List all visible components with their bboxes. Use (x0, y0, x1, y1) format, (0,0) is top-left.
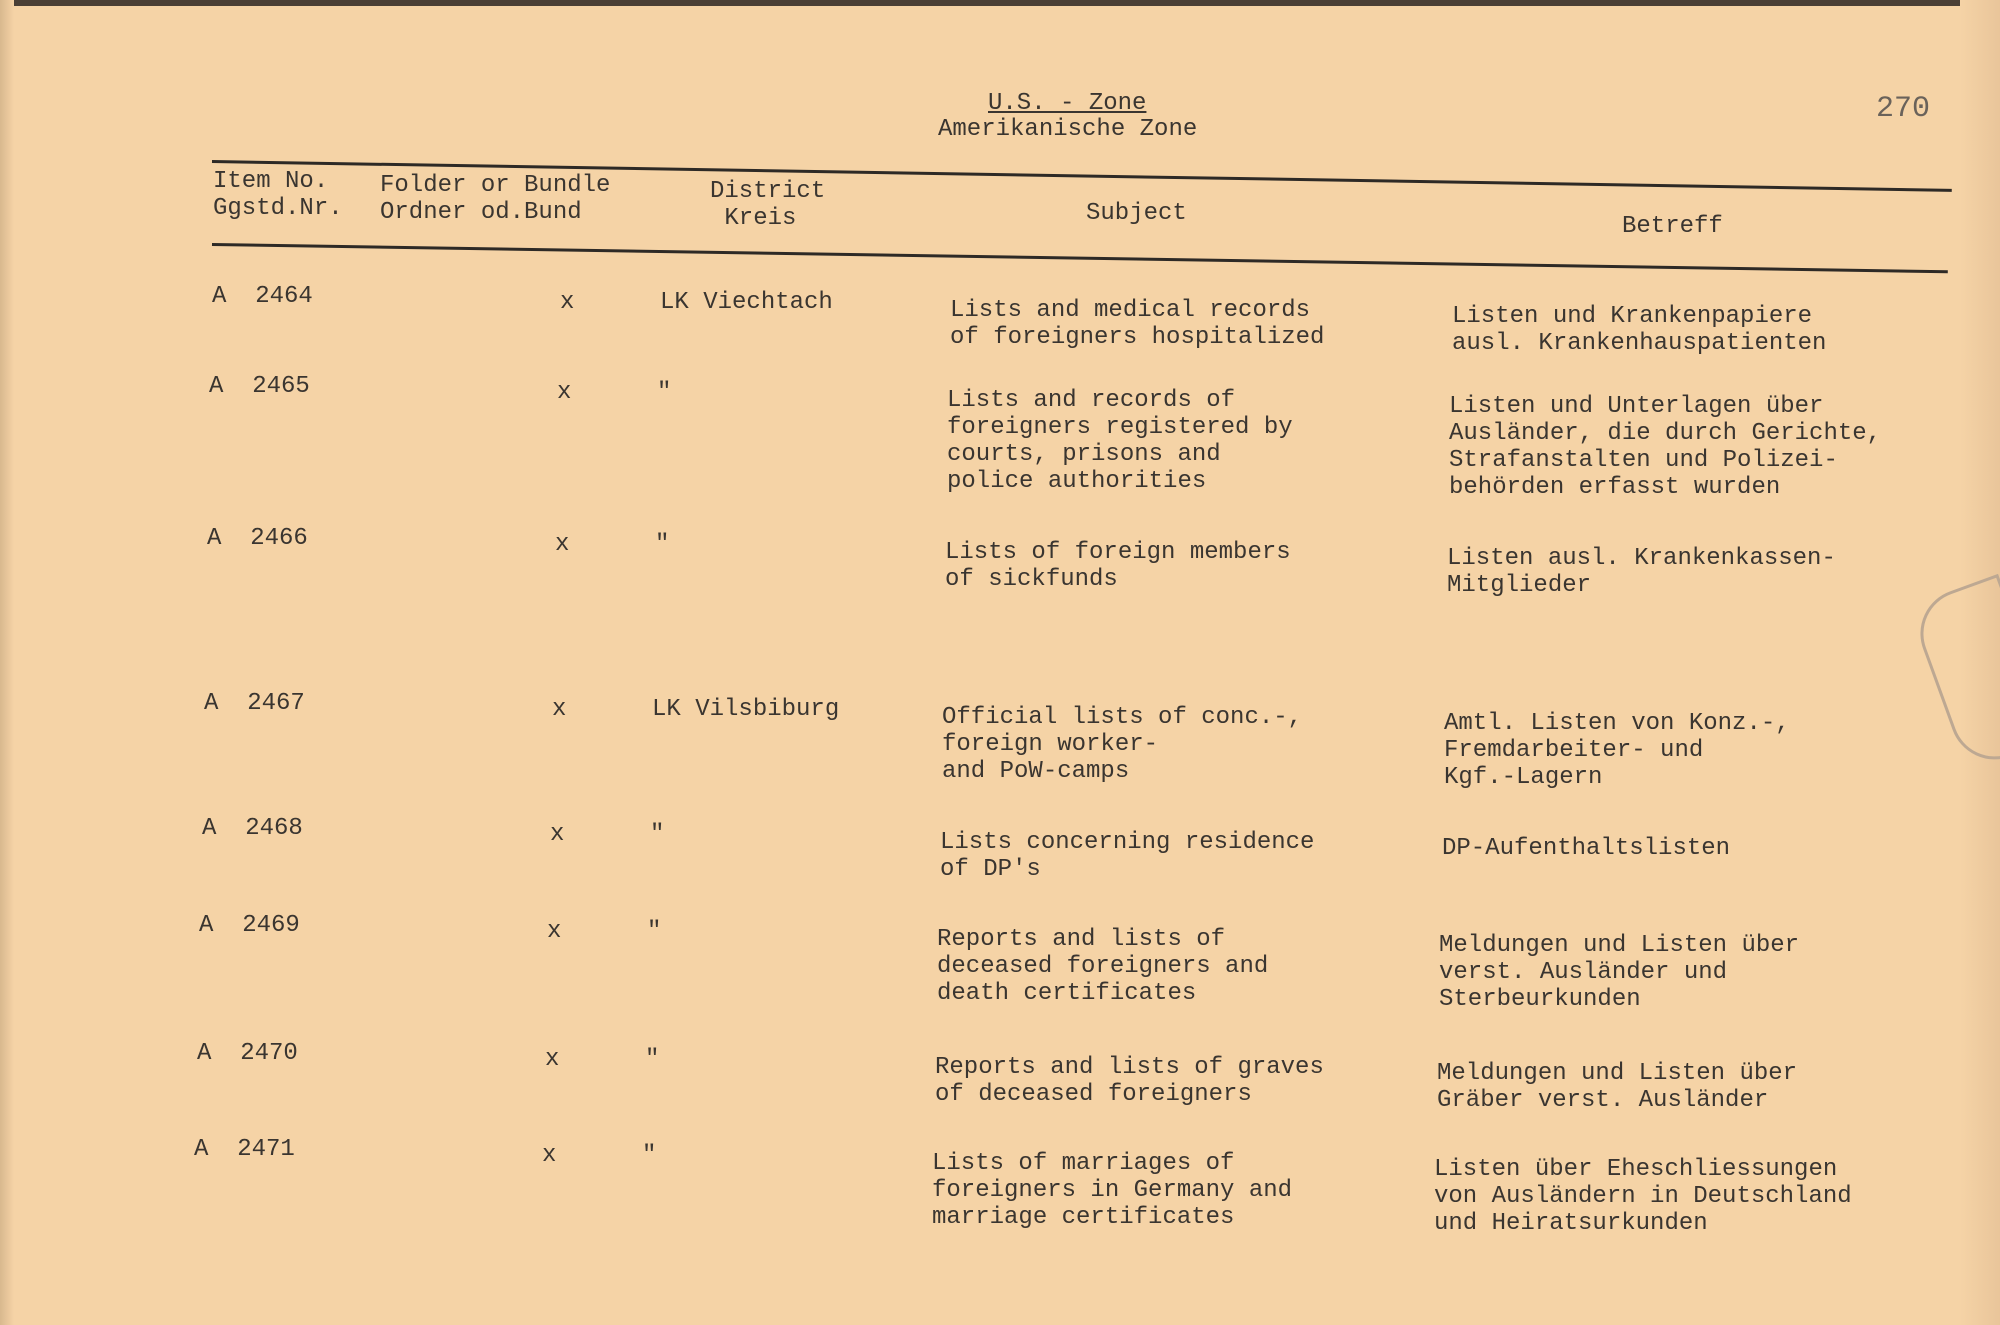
column-header-district: District Kreis (710, 178, 826, 232)
district: " (650, 821, 665, 848)
item-number: A 2468 (202, 815, 303, 842)
page-top-edge (0, 0, 2000, 6)
item-number: A 2470 (197, 1040, 298, 1067)
folder-mark: x (542, 1142, 557, 1169)
subject: Lists concerning residence of DP's (940, 829, 1315, 883)
subject: Lists of foreign members of sickfunds (945, 539, 1291, 593)
district: LK Viechtach (660, 289, 833, 316)
folder-mark: x (547, 918, 562, 945)
title-line-2: Amerikanische Zone (938, 116, 1198, 143)
paper-clip (1908, 574, 2000, 772)
district: " (642, 1142, 657, 1169)
betreff: Listen über Eheschliessungen von Ausländern in Deutschland und Heiratsurkunden (1434, 1156, 1852, 1237)
district: " (645, 1046, 660, 1073)
folder-mark: x (550, 821, 565, 848)
item-number: A 2465 (209, 373, 310, 400)
item-number: A 2471 (194, 1136, 295, 1163)
betreff: Meldungen und Listen über verst. Ausländer und Sterbeurkunden (1439, 932, 1800, 1013)
betreff: Listen und Unterlagen über Ausländer, die durch Gerichte, Strafanstalten und Polizei- behörden erfasst wurden (1449, 393, 1882, 501)
column-header-subject: Subject (1086, 200, 1187, 227)
folder-mark: x (557, 379, 572, 406)
column-header-betreff: Betreff (1622, 213, 1723, 240)
district: LK Vilsbiburg (652, 696, 840, 723)
item-number: A 2466 (207, 525, 308, 552)
subject: Official lists of conc.-, foreign worker- and PoW-camps (942, 704, 1303, 785)
subject: Lists and medical records of foreigners hospitalized (950, 297, 1325, 351)
folder-mark: x (552, 696, 567, 723)
betreff: Meldungen und Listen über Gräber verst. Ausländer (1437, 1060, 1798, 1114)
title-line-1: U.S. - Zone (988, 90, 1147, 117)
subject: Reports and lists of deceased foreigners and death certificates (937, 926, 1269, 1007)
item-number: A 2464 (212, 283, 313, 310)
betreff: Listen ausl. Krankenkassen- Mitglieder (1447, 545, 1836, 599)
item-number: A 2469 (199, 912, 300, 939)
betreff: Amtl. Listen von Konz.-, Fremdarbeiter- und Kgf.-Lagern (1444, 710, 1790, 791)
column-header-item: Item No. Ggstd.Nr. (213, 168, 343, 222)
district: " (647, 918, 662, 945)
header-bottom-rule (212, 243, 1948, 273)
betreff: DP-Aufenthaltslisten (1442, 835, 1731, 862)
column-header-folder: Folder or Bundle Ordner od.Bund (380, 172, 611, 226)
page-number: 270 (1876, 92, 1931, 126)
folder-mark: x (555, 531, 570, 558)
subject: Reports and lists of graves of deceased foreigners (935, 1054, 1324, 1108)
subject: Lists of marriages of foreigners in Germany and marriage certificates (932, 1150, 1293, 1231)
page-left-edge (0, 0, 14, 1325)
district: " (655, 531, 670, 558)
betreff: Listen und Krankenpapiere ausl. Krankenhauspatienten (1452, 303, 1827, 357)
folder-mark: x (545, 1046, 560, 1073)
district: " (657, 379, 672, 406)
item-number: A 2467 (204, 690, 305, 717)
folder-mark: x (560, 289, 575, 316)
subject: Lists and records of foreigners registered by courts, prisons and police authorities (947, 387, 1293, 495)
